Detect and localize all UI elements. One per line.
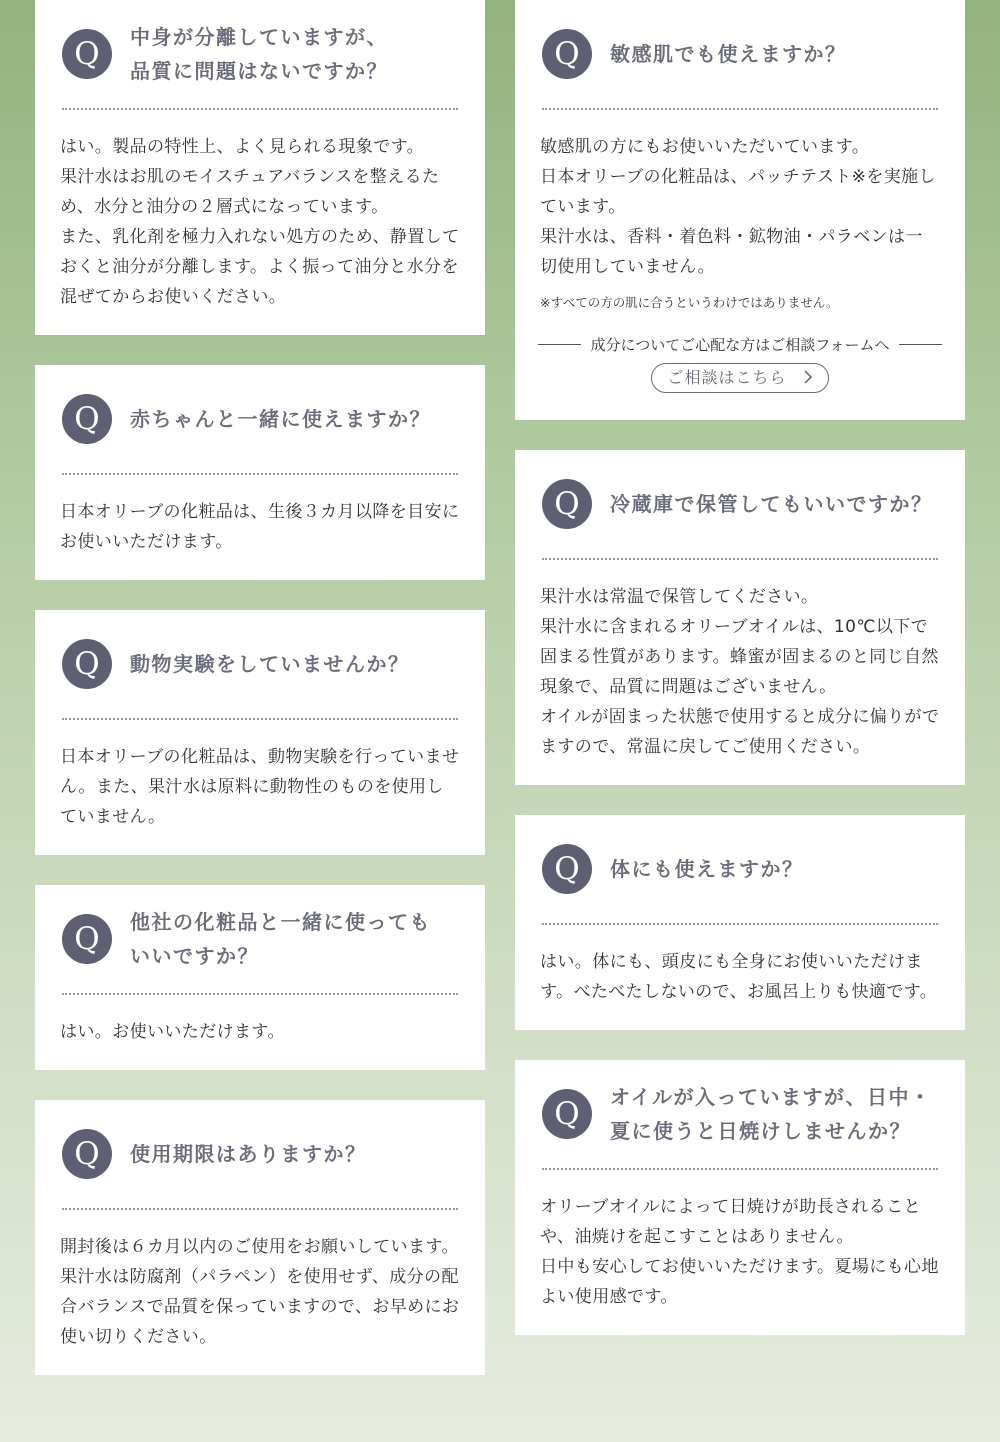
faq-card: [515, 1060, 965, 1335]
faq-card: [515, 0, 965, 420]
faq-card: [35, 1100, 485, 1375]
consult-button[interactable]: [651, 363, 829, 393]
faq-question: 冷蔵庫で保管してもいいですか？: [610, 492, 933, 516]
faq-question: 他社の化粧品と一緒に使っても いいですか？: [130, 910, 431, 968]
q-icon: Q: [542, 844, 592, 894]
faq-card: [35, 610, 485, 855]
faq-card: [35, 365, 485, 580]
faq-question-header: [542, 815, 938, 925]
faq-answer: 日本オリーブの化粧品は、生後３カ月以降を目安にお使いいただけます。: [60, 502, 460, 552]
faq-question-header: [62, 885, 458, 995]
q-icon: Q: [542, 479, 592, 529]
q-icon: Q: [62, 394, 112, 444]
faq-question-header: [62, 610, 458, 720]
faq-question: 使用期限はありますか？: [130, 1142, 367, 1166]
faq-question: 中身が分離していますが、 品質に問題はないですか？: [130, 25, 388, 83]
chevron-right-icon: [803, 370, 813, 384]
q-icon: Q: [62, 1129, 112, 1179]
faq-answer: はい。体にも、頭皮にも全身にお使いいただけます。べたべたしないので、お風呂上りも快適です。: [540, 952, 938, 1002]
faq-card: [35, 0, 485, 335]
faq-question-header: [62, 1100, 458, 1210]
faq-question-header: [542, 1060, 938, 1170]
faq-answer: 敏感肌の方にもお使いいただいています。 日本オリーブの化粧品は、パッチテスト※を実施しています。 果汁水は、香料・着色料・鉱物油・パラベンは一切使用していません。: [540, 137, 936, 277]
faq-card: [35, 885, 485, 1070]
faq-question-header: [62, 0, 458, 110]
faq-question: 敏感肌でも使えますか？: [610, 42, 847, 66]
faq-answer: 果汁水は常温で保管してください。 果汁水に含まれるオリーブオイルは、10℃以下で固まる性質があります。蜂蜜が固まるのと同じ自然現象で、品質に問題はございません。 オイルが固まった状態で使用すると成分に偏りがでますので、常温に戻してご使用ください。: [540, 587, 940, 757]
faq-card: [515, 450, 965, 785]
q-icon: Q: [542, 1089, 592, 1139]
faq-answer: 日本オリーブの化粧品は、動物実験を行っていません。また、果汁水は原料に動物性のものを使用していません。: [60, 747, 460, 827]
faq-card: [515, 815, 965, 1030]
q-icon: Q: [62, 29, 112, 79]
q-icon: Q: [542, 29, 592, 79]
faq-question-header: [542, 450, 938, 560]
divider: [899, 344, 942, 345]
faq-column-left: [35, 0, 485, 1405]
faq-answer: はい。お使いいただけます。: [60, 1022, 285, 1042]
q-icon: Q: [62, 639, 112, 689]
faq-question: 体にも使えますか？: [610, 857, 804, 881]
consult-button-label: ご相談はこちら: [667, 368, 787, 387]
consult-prompt-text: 成分についてご心配な方はご相談フォームへ: [590, 336, 890, 354]
q-icon: Q: [62, 914, 112, 964]
faq-question-header: [62, 365, 458, 475]
faq-question-header: [542, 0, 938, 110]
consult-prompt: [540, 334, 940, 355]
divider: [538, 344, 581, 345]
faq-question: 赤ちゃんと一緒に使えますか？: [130, 407, 431, 431]
faq-question: オイルが入っていますが、日中・ 夏に使うと日焼けしませんか？: [610, 1085, 932, 1143]
faq-column-right: [515, 0, 965, 1365]
faq-answer: オリーブオイルによって日焼けが助長されることや、油焼けを起こすことはありません。 日中も安心してお使いいただけます。夏場にも心地よい使用感です。: [540, 1197, 939, 1307]
faq-note: ※すべての方の肌に合うというわけではありません。: [540, 295, 839, 310]
faq-answer: はい。製品の特性上、よく見られる現象です。 果汁水はお肌のモイスチュアバランスを整えるため、水分と油分の２層式になっています。 また、乳化剤を極力入れない処方のため、静置しておくと油分が分離します。よく振って油分と水分を混ぜてからお使いください。: [60, 137, 460, 307]
faq-answer: 開封後は６カ月以内のご使用をお願いしています。果汁水は防腐剤（パラペン）を使用せず、成分の配合バランスで品質を保っていますので、お早めにお使い切りください。: [60, 1237, 460, 1347]
faq-question: 動物実験をしていませんか？: [130, 652, 410, 676]
